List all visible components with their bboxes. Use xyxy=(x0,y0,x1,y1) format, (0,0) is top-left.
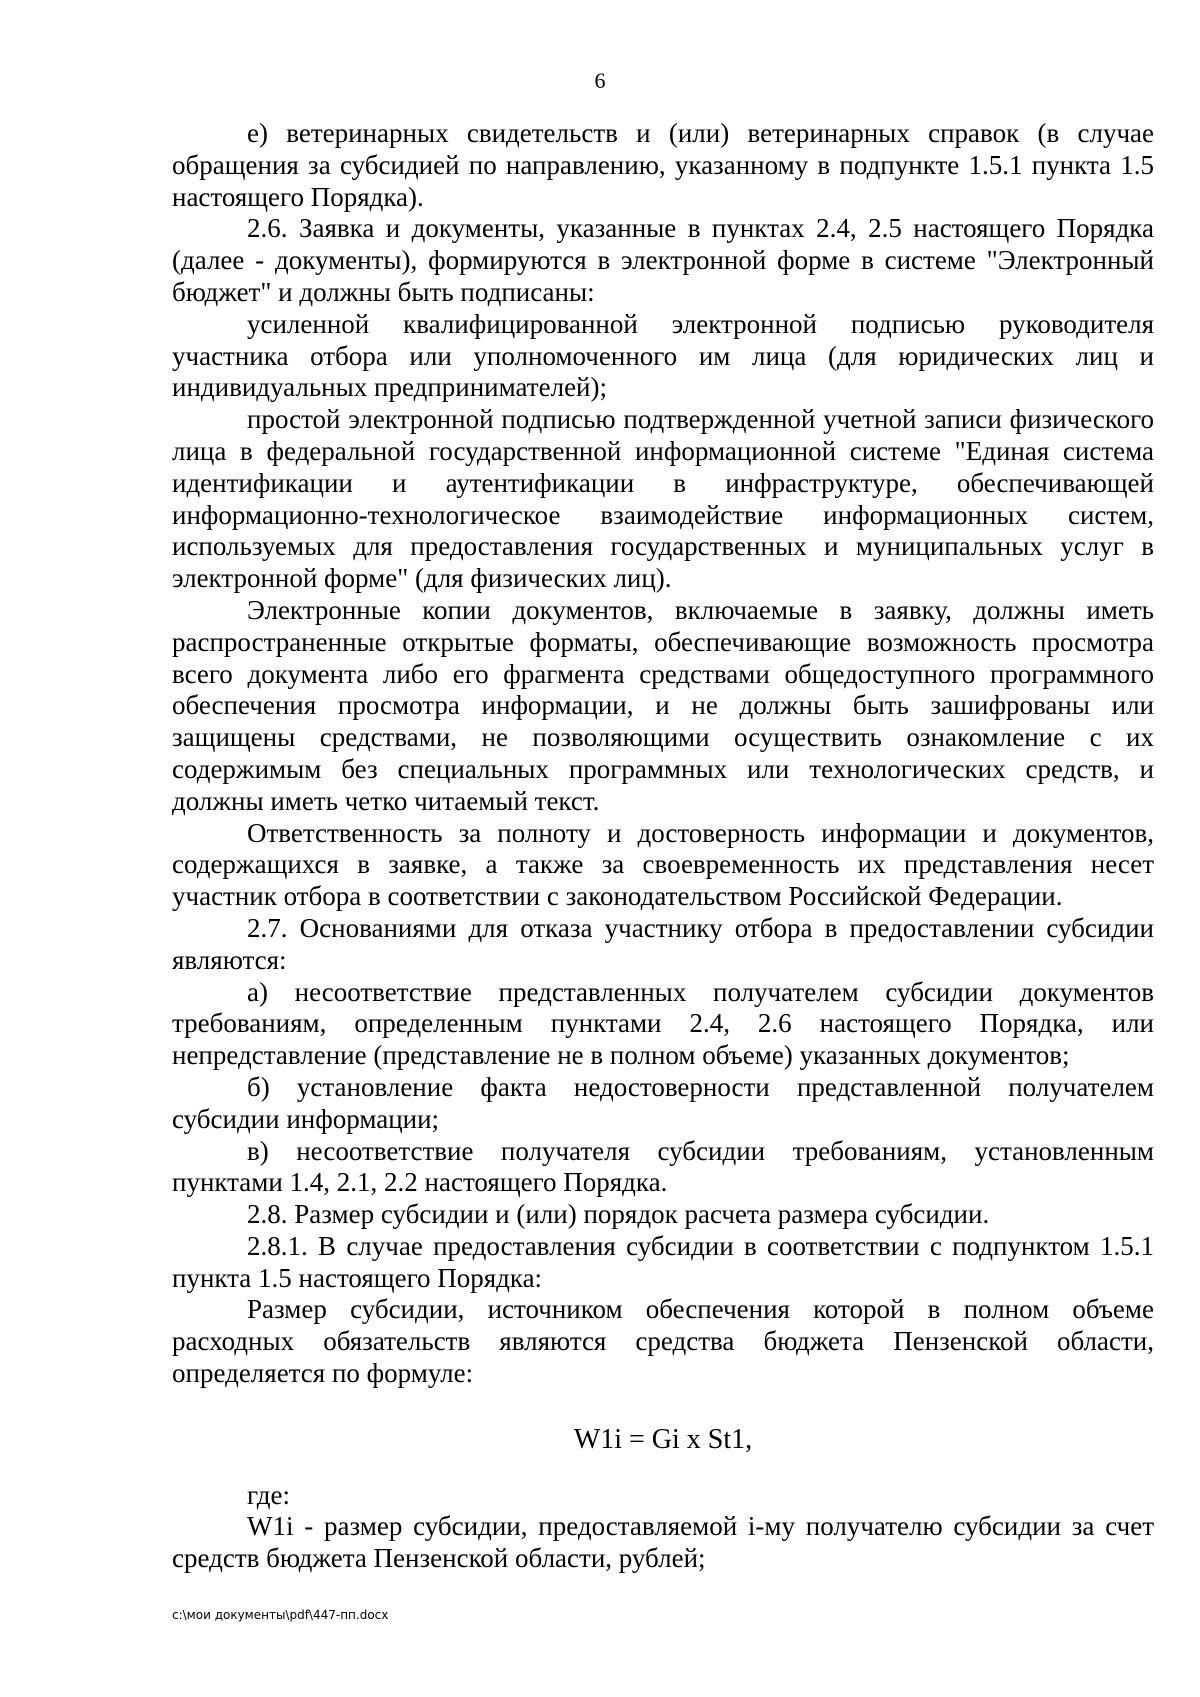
paragraph-qualified-signature: усиленной квалифицированной электронной подписью руководителя участника отбора или уполномоченного им лица (для юридических лиц и индивидуальных предпринимателей); xyxy=(172,308,1154,403)
paragraph-where: где: xyxy=(247,1479,290,1510)
paragraph-2-7: 2.7. Основаниями для отказа участнику отбора в предоставлении субсидии являются: xyxy=(172,912,1154,975)
paragraph-2-6: 2.6. Заявка и документы, указанные в пунктах 2.4, 2.5 настоящего Порядка (далее - документы), формируются в электронной форме в системе "Электронный бюджет" и должны быть подписаны: xyxy=(172,213,1154,307)
document-body xyxy=(172,118,1154,1575)
paragraph-2-8-1: 2.8.1. В случае предоставления субсидии в соответствии с подпунктом 1.5.1 пункта 1.5 настоящего Порядка: xyxy=(172,1230,1154,1293)
page-number: 6 xyxy=(594,68,606,93)
paragraph-2-7-a: а) несоответствие представленных получателем субсидии документов требованиям, определенным пунктами 2.4, 2.6 настоящего Порядка, или непредставление (представление не в полном объеме) указанных документов; xyxy=(172,976,1154,1071)
paragraph-e-veterinary: е) ветеринарных свидетельств и (или) ветеринарных справок (в случае обращения за субсидией по направлению, указанному в подпункте 1.5.1 пункта 1.5 настоящего Порядка). xyxy=(172,118,1154,212)
paragraph-simple-signature: простой электронной подписью подтвержденной учетной записи физического лица в федеральной государственной информационной системе "Единая система идентификации и аутентификации в инфраструктуре, обеспечивающей информационно-технологическое взаимодействие информационных систем, используемых для предоставления государственных и муниципальных услуг в электронной форме" (для физических лиц). xyxy=(172,404,1154,594)
paragraph-2-7-v: в) несоответствие получателя субсидии требованиям, установленным пунктами 1.4, 2.1, 2.2 настоящего Порядка. xyxy=(172,1135,1154,1198)
formula-w1i: W1i = Gi x St1, xyxy=(573,1423,753,1455)
paragraph-2-7-b: б) установление факта недостоверности представленной получателем субсидии информации; xyxy=(172,1071,1154,1134)
file-path-footer: c:\мои документы\pdf\447-пп.docx xyxy=(172,1608,389,1622)
paragraph-w1i-definition: W1i - размер субсидии, предоставляемой i-му получателю субсидии за счет средств бюджета Пензенской области, рублей; xyxy=(172,1511,1154,1574)
paragraph-2-8: 2.8. Размер субсидии и (или) порядок расчета размера субсидии. xyxy=(247,1199,990,1230)
paragraph-subsidy-size: Размер субсидии, источником обеспечения которой в полном объеме расходных обязательств являются средства бюджета Пензенской области, определяется по формуле: xyxy=(172,1294,1154,1389)
paragraph-electronic-copies: Электронные копии документов, включаемые в заявку, должны иметь распространенные открытые форматы, обеспечивающие возможность просмотра всего документа либо его фрагмента средствами общедоступного программного обеспечения просмотра информации, и не должны быть зашифрованы или защищены средствами, не позволяющими осуществить ознакомление с их содержимым без специальных программных или технологических средств, и должны иметь четко читаемый текст. xyxy=(172,594,1154,816)
paragraph-responsibility: Ответственность за полноту и достоверность информации и документов, содержащихся в заявке, а также за своевременность их представления несет участник отбора в соответствии с законодательством Российской Федерации. xyxy=(172,817,1154,912)
